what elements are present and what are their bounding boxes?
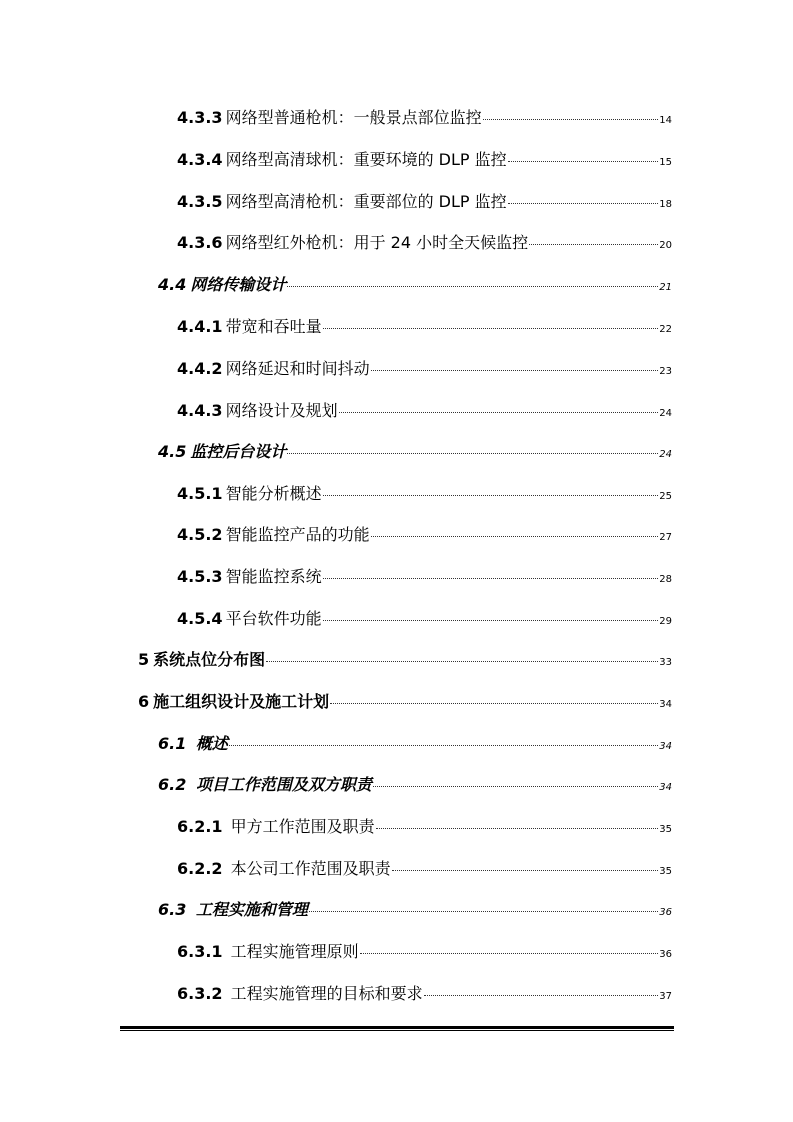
dot-leader: [330, 703, 658, 704]
toc-entry-number: 4.3.6: [177, 233, 223, 252]
dot-leader: [229, 745, 658, 746]
toc-entry[interactable]: [177, 398, 672, 421]
toc-entry-page: 36: [659, 949, 672, 960]
toc-entry-page: 18: [659, 199, 672, 210]
toc-entry-text: 系统点位分布图: [153, 650, 266, 669]
toc-entry[interactable]: [177, 606, 672, 629]
dot-leader: [339, 412, 659, 413]
toc-entry-page: 23: [659, 366, 672, 377]
toc-entry-text: 网络传输设计: [190, 275, 287, 294]
toc-entry-page: 29: [659, 616, 672, 627]
toc-entry-number: 4.3.4: [177, 150, 223, 169]
toc-entry-page: 36: [659, 907, 672, 918]
toc-entry[interactable]: [177, 147, 672, 170]
dot-leader: [287, 286, 658, 287]
toc-entry-title: [177, 314, 322, 337]
toc-entry-number: 6.3.1: [177, 942, 223, 961]
dot-leader: [371, 370, 659, 371]
dot-leader: [508, 203, 659, 204]
toc-entry-title: [158, 897, 308, 920]
toc-entry-number: 5: [138, 650, 150, 669]
toc-entry-number: 6.1: [158, 734, 187, 753]
dot-leader: [424, 995, 659, 996]
toc-entry[interactable]: [177, 230, 672, 253]
toc-entry-title: [177, 147, 507, 170]
dot-leader: [371, 536, 659, 537]
toc-entry-number: 4.4.1: [177, 317, 223, 336]
toc-entry-number: 4.5.2: [177, 525, 223, 544]
toc-entry-text: 网络设计及规划: [225, 401, 338, 420]
toc-entry-title: [177, 981, 423, 1004]
toc-entry-text: 网络延迟和时间抖动: [225, 359, 370, 378]
toc-entry-number: 4.3.3: [177, 108, 223, 127]
toc-entry-number: 6.3: [158, 900, 187, 919]
toc-entry-number: 4.5.1: [177, 484, 223, 503]
toc-entry-title: [158, 731, 228, 754]
dot-leader: [392, 870, 659, 871]
toc-entry-page: 37: [659, 991, 672, 1002]
toc-entry-text: 工程实施和管理: [190, 900, 308, 919]
toc-entry[interactable]: [138, 647, 672, 670]
toc-entry[interactable]: [158, 439, 672, 462]
toc-entry[interactable]: [177, 522, 672, 545]
toc-entry-text: 平台软件功能: [225, 609, 322, 628]
toc-entry-page: 28: [659, 574, 672, 585]
toc-entry-page: 21: [659, 282, 672, 293]
toc-entry-text: 网络型高清枪机：重要部位的 DLP 监控: [225, 192, 507, 211]
toc-entry-text: 甲方工作范围及职责: [225, 817, 375, 836]
dot-leader: [323, 328, 659, 329]
toc-entry[interactable]: [177, 314, 672, 337]
toc-entry-title: [177, 939, 359, 962]
toc-entry-title: [177, 522, 370, 545]
toc-entry[interactable]: [138, 689, 672, 712]
toc-entry-title: [177, 105, 482, 128]
toc-entry-text: 智能监控系统: [225, 567, 322, 586]
dot-leader: [323, 495, 659, 496]
toc-entry[interactable]: [177, 105, 672, 128]
toc-entry-number: 4.5: [158, 442, 187, 461]
toc-entry-number: 6.3.2: [177, 984, 223, 1003]
toc-entry-number: 4.3.5: [177, 192, 223, 211]
toc-entry-number: 6.2.1: [177, 817, 223, 836]
toc-entry[interactable]: [177, 856, 672, 879]
toc-entry[interactable]: [177, 189, 672, 212]
dot-leader: [287, 453, 658, 454]
toc-entry-title: [177, 564, 322, 587]
toc-entry-text: 项目工作范围及双方职责: [190, 775, 372, 794]
toc-entry[interactable]: [177, 356, 672, 379]
toc-entry[interactable]: [177, 939, 672, 962]
toc-entry-text: 工程实施管理的目标和要求: [225, 984, 423, 1003]
toc-entry-title: [158, 439, 286, 462]
toc-entry-text: 网络型普通枪机：一般景点部位监控: [225, 108, 482, 127]
toc-entry-number: 6: [138, 692, 150, 711]
toc-entry-text: 监控后台设计: [190, 442, 287, 461]
toc-entry[interactable]: [158, 897, 672, 920]
toc-entry-title: [177, 856, 391, 879]
toc-entry-page: 15: [659, 157, 672, 168]
toc-entry-title: [138, 689, 329, 712]
toc-entry-text: 网络型红外枪机：用于 24 小时全天候监控: [225, 233, 529, 252]
toc-entry-number: 6.2: [158, 775, 187, 794]
toc-entry-title: [177, 481, 322, 504]
toc-entry[interactable]: [158, 731, 672, 754]
toc-entry-title: [158, 272, 286, 295]
toc-entry[interactable]: [158, 272, 672, 295]
toc-entry-page: 22: [659, 324, 672, 335]
toc-entry-page: 35: [659, 866, 672, 877]
footer-rule: [120, 1026, 674, 1031]
toc-entry-title: [177, 230, 528, 253]
dot-leader: [323, 578, 659, 579]
toc-entry-number: 4.5.4: [177, 609, 223, 628]
toc-entry-number: 4.4: [158, 275, 187, 294]
toc-entry-page: 25: [659, 491, 672, 502]
toc-entry-text: 本公司工作范围及职责: [225, 859, 391, 878]
dot-leader: [508, 161, 659, 162]
toc-entry-page: 14: [659, 115, 672, 126]
toc-entry-text: 智能监控产品的功能: [225, 525, 370, 544]
dot-leader: [309, 911, 658, 912]
toc-entry-page: 24: [659, 408, 672, 419]
toc-entry[interactable]: [177, 981, 672, 1004]
toc-entry-page: 34: [659, 782, 672, 793]
dot-leader: [360, 953, 659, 954]
toc-entry[interactable]: [177, 481, 672, 504]
toc-entry-page: 20: [659, 240, 672, 251]
toc-entry-number: 4.5.3: [177, 567, 223, 586]
dot-leader: [266, 661, 658, 662]
dot-leader: [483, 119, 659, 120]
toc-entry-number: 4.4.3: [177, 401, 223, 420]
toc-entry-page: 34: [659, 741, 672, 752]
toc-entry[interactable]: [158, 772, 672, 795]
toc-entry-page: 35: [659, 824, 672, 835]
toc-entry-page: 34: [659, 699, 672, 710]
toc-entry-title: [138, 647, 265, 670]
toc-entry-title: [177, 814, 375, 837]
toc-entry-text: 概述: [190, 734, 228, 753]
toc-entry-page: 27: [659, 532, 672, 543]
toc-entry-page: 24: [659, 449, 672, 460]
dot-leader: [376, 828, 659, 829]
toc-entry[interactable]: [177, 564, 672, 587]
toc-entry-text: 施工组织设计及施工计划: [153, 692, 330, 711]
toc-entry-text: 带宽和吞吐量: [225, 317, 322, 336]
toc-entry-title: [177, 398, 338, 421]
toc-entry-title: [177, 356, 370, 379]
dot-leader: [323, 620, 659, 621]
toc-entry-text: 工程实施管理原则: [225, 942, 359, 961]
dot-leader: [529, 244, 658, 245]
toc-entry-number: 4.4.2: [177, 359, 223, 378]
toc-entry-number: 6.2.2: [177, 859, 223, 878]
dot-leader: [373, 786, 658, 787]
toc-entry-text: 网络型高清球机：重要环境的 DLP 监控: [225, 150, 507, 169]
toc-entry[interactable]: [177, 814, 672, 837]
toc-entry-title: [177, 189, 507, 212]
toc-entry-page: 33: [659, 657, 672, 668]
toc-entry-title: [158, 772, 372, 795]
toc-entry-text: 智能分析概述: [225, 484, 322, 503]
toc-entry-title: [177, 606, 322, 629]
